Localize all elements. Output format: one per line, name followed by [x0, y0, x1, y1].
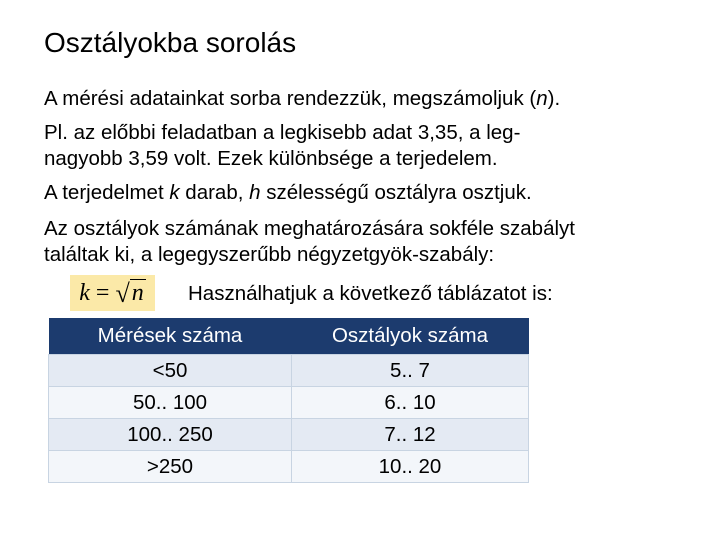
text-line-1: A mérési adatainkat sorba rendezzük, megszámoljuk (n).	[44, 87, 561, 110]
text-line-3: nagyobb 3,59 volt. Ezek különbsége a terjedelem.	[44, 147, 498, 170]
table-cell: <50	[49, 355, 292, 387]
table-cell: 6.. 10	[292, 387, 529, 419]
formula-equals: =	[95, 279, 110, 306]
table-row	[49, 419, 529, 451]
table-cell: 10.. 20	[292, 451, 529, 483]
text-line-6: találtak ki, a legegyszerűbb négyzetgyök-szabály:	[44, 243, 495, 266]
slide-title: Osztályokba sorolás	[44, 27, 297, 58]
table-cell: 5.. 7	[292, 355, 529, 387]
table-hint-text: Használhatjuk a következő táblázatot is:	[188, 282, 553, 305]
table-row	[49, 451, 529, 483]
class-count-table	[48, 318, 529, 483]
text-line-5: Az osztályok számának meghatározására sokféle szabályt	[44, 217, 575, 240]
table-cell: 7.. 12	[292, 419, 529, 451]
text-line-2: Pl. az előbbi feladatban a legkisebb adat 3,35, a leg-	[44, 121, 521, 144]
text-line-4: A terjedelmet k darab, h szélességű osztályra osztjuk.	[44, 181, 532, 204]
table-cell: >250	[49, 451, 292, 483]
table-cell: 100.. 250	[49, 419, 292, 451]
table-row	[49, 355, 529, 387]
header-measurements: Mérések száma	[49, 318, 292, 355]
table-header-row	[49, 318, 529, 355]
square-root-formula	[70, 275, 155, 311]
radical-sign-icon: √ n	[115, 278, 144, 308]
formula-lhs: k	[79, 279, 90, 306]
header-classes: Osztályok száma	[292, 318, 529, 355]
formula-radicand: n	[131, 280, 144, 307]
table-row	[49, 387, 529, 419]
table-cell: 50.. 100	[49, 387, 292, 419]
